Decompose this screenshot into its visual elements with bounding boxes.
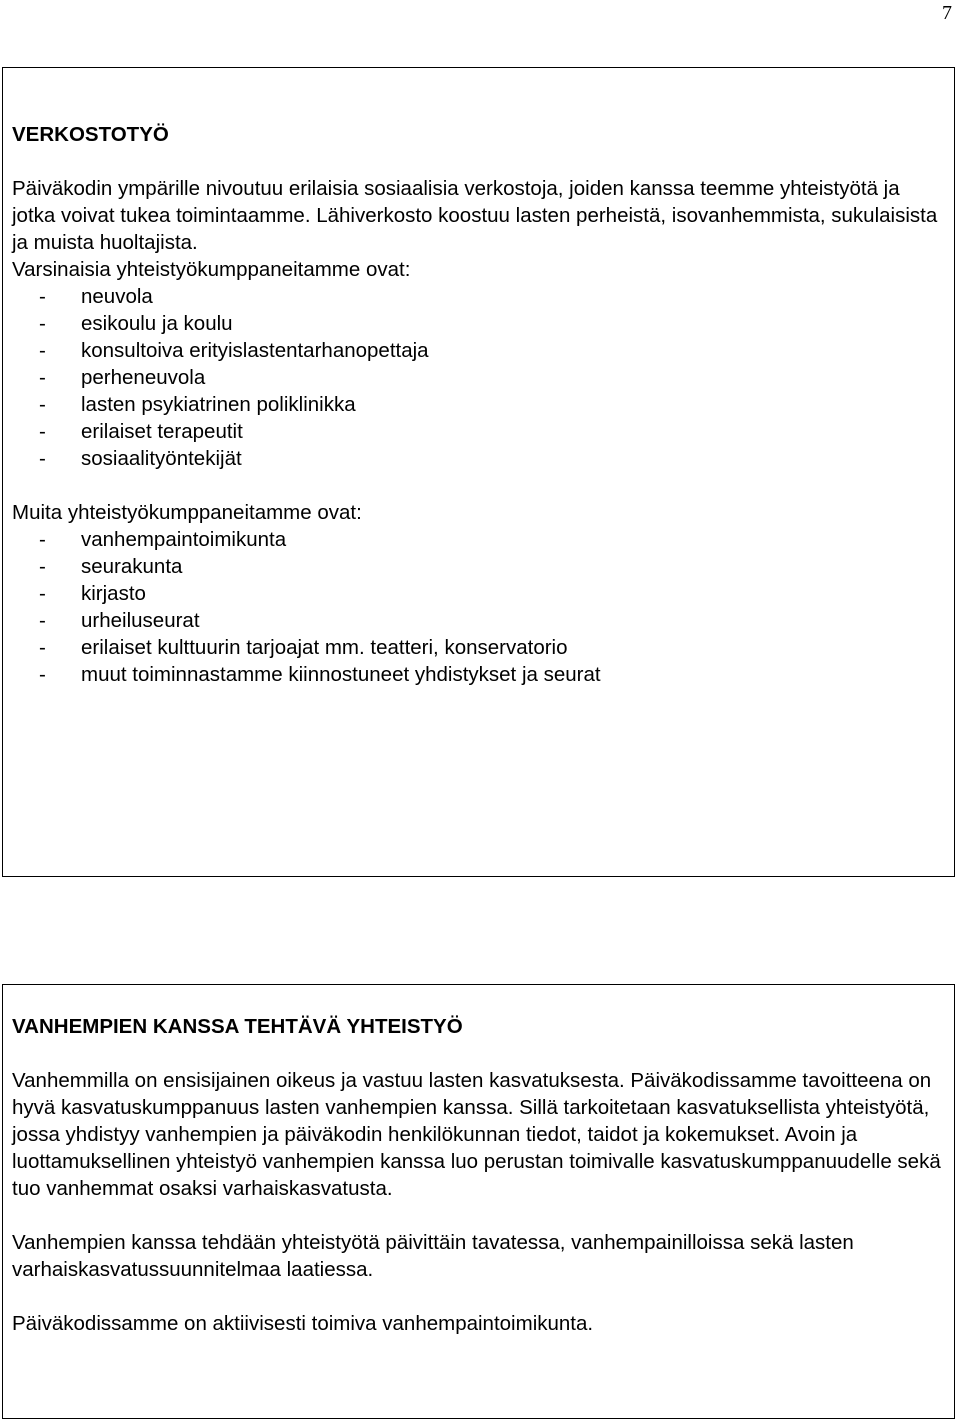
list-item	[12, 634, 944, 661]
parents-content	[12, 1013, 944, 1337]
bullet-dash: -	[39, 663, 46, 686]
networking-intro: Päiväkodin ympärille nivoutuu erilaisia sosiaalisia verkostoja, joiden kanssa teemme yhteistyötä ja jotka voivat tukea toimintaamme. Lähiverkosto koostuu lasten perheistä, isovanhemmista, sukulaisista ja muista huoltajista.	[12, 177, 938, 254]
list-item-text: erilaiset kulttuurin tarjoajat mm. teatteri, konservatorio	[81, 636, 568, 659]
other-partners-label: Muita yhteistyökumppaneitamme ovat:	[12, 501, 362, 524]
list-item	[12, 391, 944, 418]
list-item-text: sosiaalityöntekijät	[81, 447, 242, 470]
list-item	[12, 310, 944, 337]
bullet-dash: -	[39, 420, 46, 443]
list-item-text: vanhempaintoimikunta	[81, 528, 287, 551]
spacer	[12, 472, 944, 499]
list-item	[12, 661, 944, 688]
page-number: 7	[942, 2, 952, 24]
bullet-dash: -	[39, 393, 46, 416]
parents-paragraph-3: Päiväkodissamme on aktiivisesti toimiva vanhempaintoimikunta.	[12, 1312, 594, 1335]
list-item	[12, 337, 944, 364]
parents-paragraph-2: Vanhempien kanssa tehdään yhteistyötä päivittäin tavatessa, vanhempainilloissa sekä lasten varhaiskasvatussuunnitelmaa laatiessa.	[12, 1231, 854, 1281]
list-item-text: konsultoiva erityislastentarhanopettaja	[81, 339, 429, 362]
bullet-dash: -	[39, 609, 46, 632]
parents-heading: VANHEMPIEN KANSSA TEHTÄVÄ YHTEISTYÖ	[12, 1015, 463, 1038]
list-item-text: erilaiset terapeutit	[81, 420, 243, 443]
networking-content	[12, 121, 944, 688]
list-item	[12, 526, 944, 553]
networking-heading: VERKOSTOTYÖ	[12, 123, 169, 146]
list-item-text: esikoulu ja koulu	[81, 312, 233, 335]
main-partners-label: Varsinaisia yhteistyökumppaneitamme ovat:	[12, 258, 411, 281]
list-item	[12, 364, 944, 391]
list-item-text: lasten psykiatrinen poliklinikka	[81, 393, 356, 416]
main-partners-list	[12, 283, 944, 472]
bullet-dash: -	[39, 285, 46, 308]
list-item-text: seurakunta	[81, 555, 183, 578]
bullet-dash: -	[39, 528, 46, 551]
parents-section	[2, 984, 955, 1419]
list-item	[12, 283, 944, 310]
bullet-dash: -	[39, 582, 46, 605]
list-item	[12, 553, 944, 580]
bullet-dash: -	[39, 636, 46, 659]
list-item-text: neuvola	[81, 285, 153, 308]
parents-paragraph-1: Vanhemmilla on ensisijainen oikeus ja vastuu lasten kasvatuksesta. Päiväkodissamme tavoitteena on hyvä kasvatuskumppanuus lasten vanhempien kanssa. Sillä tarkoitetaan kasvatuksellista yhteistyötä, jossa yhdistyy vanhempien ja päiväkodin henkilökunnan tiedot, taidot ja kokemukset. Avoin ja luottamuksellinen yhteistyö vanhempien kanssa luo perustan toimivalle kasvatuskumppanuudelle sekä tuo vanhemmat osaksi varhaiskasvatusta.	[12, 1069, 941, 1200]
list-item	[12, 445, 944, 472]
bullet-dash: -	[39, 447, 46, 470]
spacer	[12, 1202, 944, 1229]
spacer	[12, 1283, 944, 1310]
list-item	[12, 580, 944, 607]
bullet-dash: -	[39, 555, 46, 578]
list-item	[12, 418, 944, 445]
other-partners-list	[12, 526, 944, 688]
bullet-dash: -	[39, 366, 46, 389]
list-item-text: perheneuvola	[81, 366, 206, 389]
bullet-dash: -	[39, 312, 46, 335]
list-item-text: kirjasto	[81, 582, 146, 605]
bullet-dash: -	[39, 339, 46, 362]
list-item-text: muut toiminnastamme kiinnostuneet yhdistykset ja seurat	[81, 663, 601, 686]
networking-section	[2, 67, 955, 877]
list-item	[12, 607, 944, 634]
list-item-text: urheiluseurat	[81, 609, 200, 632]
